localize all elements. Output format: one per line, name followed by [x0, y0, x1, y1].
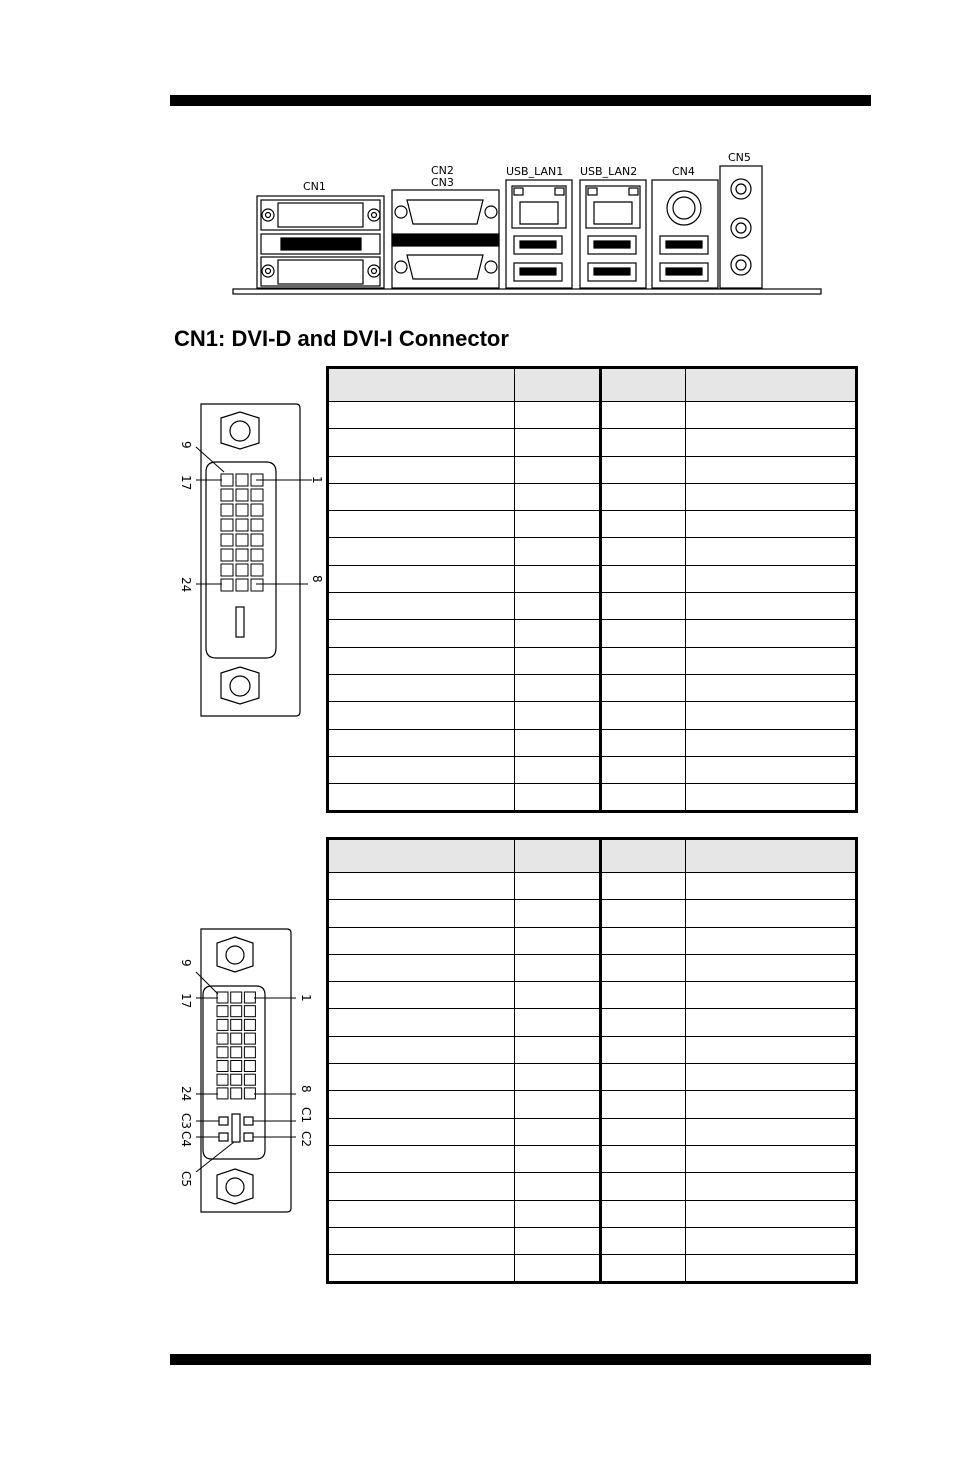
dvi-i-table-cell — [515, 982, 601, 1009]
dvi-d-table-cell — [601, 538, 686, 565]
dvi-d-table-cell — [328, 674, 515, 701]
dvi-i-pin-c4-label: C4 — [179, 1131, 193, 1148]
dvi-i-table-cell — [601, 954, 686, 981]
dvi-i-table-cell — [686, 1118, 857, 1145]
dvi-i-table-cell — [515, 900, 601, 927]
dvi-d-table-row — [328, 511, 857, 538]
dvi-d-table-cell — [686, 647, 857, 674]
dvi-i-table-cell — [515, 1091, 601, 1118]
dvi-d-table-cell — [515, 674, 601, 701]
dvi-i-table-cell — [686, 1145, 857, 1172]
dvi-i-table-cell — [328, 1200, 515, 1227]
dvi-i-table-cell — [686, 1255, 857, 1283]
dvi-i-table-row — [328, 900, 857, 927]
dvi-i-table-header-cell — [515, 839, 601, 873]
dvi-d-table-row — [328, 729, 857, 756]
pin-contact — [251, 489, 263, 501]
dvi-i-table-cell — [328, 1009, 515, 1036]
pin-contact — [217, 1088, 228, 1099]
pin-contact — [217, 1006, 228, 1017]
dvi-d-table-header-cell — [328, 368, 515, 402]
dvi-d-table-header-cell — [686, 368, 857, 402]
pin-contact — [217, 1061, 228, 1072]
dvi-i-table-cell — [686, 1227, 857, 1254]
usb-lan2-label: USB_LAN2 — [580, 165, 638, 178]
pin-contact — [236, 564, 248, 576]
dvi-i-table-row — [328, 982, 857, 1009]
pin-contact — [221, 474, 233, 486]
dvi-i-pin-table — [326, 837, 858, 1284]
dvi-d-table-cell — [515, 702, 601, 729]
pin-contact — [231, 1019, 242, 1030]
dvi-i-table-cell — [328, 927, 515, 954]
dvi-d-table-cell — [515, 729, 601, 756]
dvi-d-table-row — [328, 674, 857, 701]
dvi-i-table-cell — [515, 927, 601, 954]
dvi-i-table-cell — [686, 1009, 857, 1036]
dvi-i-table-cell — [515, 1255, 601, 1283]
cn2-label: CN2 — [431, 164, 454, 177]
dvi-i-table-row — [328, 927, 857, 954]
dvi-i-pin-9-label: 9 — [179, 959, 193, 967]
usb-lan1-label: USB_LAN1 — [506, 165, 564, 178]
dvi-i-table-cell — [515, 1036, 601, 1063]
pin-contact — [221, 534, 233, 546]
pin-contact — [231, 992, 242, 1003]
dvi-d-table-cell — [515, 402, 601, 429]
dvi-d-table-cell — [601, 511, 686, 538]
dvi-i-table-cell — [515, 1118, 601, 1145]
dvi-i-table-cell — [601, 1064, 686, 1091]
dvi-d-table-cell — [328, 593, 515, 620]
dvi-d-table-row — [328, 402, 857, 429]
dvi-d-table-cell — [686, 702, 857, 729]
pin-contact — [244, 1047, 255, 1058]
dvi-d-pin-9-label: 9 — [179, 441, 193, 449]
dvi-i-table-cell — [515, 1200, 601, 1227]
dvi-d-table-row — [328, 593, 857, 620]
pin-contact — [236, 474, 248, 486]
dvi-i-table-cell — [686, 1091, 857, 1118]
dvi-i-table-cell — [601, 1255, 686, 1283]
dvi-d-table-cell — [686, 402, 857, 429]
dvi-i-table-row — [328, 873, 857, 900]
dvi-i-table-row — [328, 954, 857, 981]
cn4-label: CN4 — [672, 165, 695, 178]
dvi-i-table-header-cell — [601, 839, 686, 873]
dvi-i-table-cell — [328, 982, 515, 1009]
dvi-i-table-cell — [686, 873, 857, 900]
cn3-label: CN3 — [431, 176, 454, 189]
dvi-i-table-cell — [328, 1036, 515, 1063]
dvi-d-table-cell — [601, 620, 686, 647]
dvi-d-pin-table — [326, 366, 858, 813]
pin-contact — [251, 519, 263, 531]
dvi-d-table-cell — [328, 702, 515, 729]
pin-contact — [236, 489, 248, 501]
dvi-d-table-row — [328, 538, 857, 565]
dvi-i-table-cell — [328, 1173, 515, 1200]
dvi-i-table-cell — [686, 954, 857, 981]
dvi-d-table-cell — [515, 483, 601, 510]
dvi-i-table-cell — [515, 1173, 601, 1200]
pin-contact — [221, 504, 233, 516]
dvi-d-table-row — [328, 702, 857, 729]
bottom-rule — [170, 1354, 871, 1365]
pin-contact — [236, 579, 248, 591]
dvi-d-table-cell — [601, 593, 686, 620]
dvi-d-pin-17-label: 17 — [179, 475, 193, 491]
dvi-i-table-row — [328, 1173, 857, 1200]
dvi-i-table-row — [328, 1036, 857, 1063]
dvi-d-table-cell — [686, 674, 857, 701]
dvi-i-pin-c1-label: C1 — [299, 1107, 313, 1124]
dvi-d-table-cell — [601, 756, 686, 783]
dvi-i-table-cell — [601, 927, 686, 954]
dvi-i-table-cell — [515, 873, 601, 900]
dvi-i-table-cell — [328, 1227, 515, 1254]
dvi-d-table-cell — [686, 565, 857, 592]
dvi-d-table-cell — [328, 429, 515, 456]
dvi-d-table-cell — [686, 593, 857, 620]
pin-contact — [244, 992, 255, 1003]
dvi-d-table-cell — [515, 593, 601, 620]
dvi-i-table-cell — [601, 1145, 686, 1172]
dvi-i-table-cell — [601, 873, 686, 900]
dvi-d-table-cell — [686, 784, 857, 812]
pin-contact — [251, 564, 263, 576]
dvi-d-table-cell — [328, 456, 515, 483]
dvi-i-table-cell — [328, 873, 515, 900]
dvi-i-connector-diagram — [201, 929, 291, 1212]
dvi-d-table-cell — [515, 565, 601, 592]
pin-contact — [251, 504, 263, 516]
pin-contact — [251, 579, 263, 591]
dvi-d-table-cell — [686, 429, 857, 456]
dvi-i-table-cell — [515, 1145, 601, 1172]
dvi-d-table-cell — [328, 756, 515, 783]
pin-contact — [217, 1019, 228, 1030]
dvi-d-table-cell — [328, 729, 515, 756]
dvi-i-table-cell — [601, 982, 686, 1009]
dvi-i-table-header-cell — [328, 839, 515, 873]
dvi-d-table-cell — [601, 483, 686, 510]
pin-contact — [236, 534, 248, 546]
pin-contact — [221, 549, 233, 561]
dvi-d-table-cell — [686, 729, 857, 756]
dvi-i-table-cell — [328, 1118, 515, 1145]
dvi-i-table-cell — [601, 1200, 686, 1227]
pin-contact — [236, 549, 248, 561]
dvi-i-table-cell — [686, 1200, 857, 1227]
pin-contact — [221, 564, 233, 576]
dvi-i-pin-c2-label: C2 — [299, 1131, 313, 1148]
dvi-i-table-cell — [686, 900, 857, 927]
dvi-i-table-row — [328, 1200, 857, 1227]
pin-contact — [244, 1006, 255, 1017]
dvi-i-table-cell — [601, 1118, 686, 1145]
pin-contact — [231, 1033, 242, 1044]
dvi-d-pin-24-label: 24 — [179, 577, 193, 593]
pin-contact — [231, 1088, 242, 1099]
dvi-d-table-row — [328, 784, 857, 812]
dvi-d-table-cell — [686, 756, 857, 783]
pin-contact — [251, 474, 263, 486]
pin-contact — [221, 579, 233, 591]
dvi-d-table-cell — [601, 402, 686, 429]
dvi-d-table-cell — [515, 456, 601, 483]
dvi-d-table-cell — [515, 429, 601, 456]
dvi-d-table-cell — [328, 402, 515, 429]
dvi-d-table-header-cell — [601, 368, 686, 402]
dvi-i-table-cell — [601, 1173, 686, 1200]
dvi-d-table-cell — [686, 538, 857, 565]
pin-contact — [236, 504, 248, 516]
dvi-i-table-cell — [686, 1064, 857, 1091]
dvi-i-table-header-cell — [686, 839, 857, 873]
dvi-d-table-row — [328, 756, 857, 783]
dvi-i-table-cell — [686, 1036, 857, 1063]
dvi-d-table-cell — [515, 538, 601, 565]
dvi-d-table-header-row — [328, 368, 857, 402]
pin-contact — [231, 1061, 242, 1072]
dvi-i-table-cell — [328, 1145, 515, 1172]
pin-contact — [231, 1006, 242, 1017]
dvi-i-table-cell — [601, 900, 686, 927]
dvi-d-pin-1-label: 1 — [310, 476, 324, 484]
dvi-d-table-row — [328, 429, 857, 456]
cn1-label: CN1 — [303, 180, 326, 193]
pin-contact — [251, 549, 263, 561]
dvi-i-table-cell — [515, 1009, 601, 1036]
pin-contact — [217, 1033, 228, 1044]
dvi-d-table-cell — [328, 620, 515, 647]
pin-contact — [244, 1033, 255, 1044]
dvi-i-pin-1-label: 1 — [299, 994, 313, 1002]
dvi-d-table-cell — [328, 483, 515, 510]
dvi-i-table-cell — [328, 1064, 515, 1091]
pin-contact — [221, 489, 233, 501]
dvi-i-table-cell — [328, 1255, 515, 1283]
dvi-i-table-cell — [515, 1064, 601, 1091]
dvi-i-table-row — [328, 1091, 857, 1118]
dvi-d-table-cell — [328, 538, 515, 565]
dvi-d-table-row — [328, 456, 857, 483]
dvi-d-table-header-cell — [515, 368, 601, 402]
dvi-d-table-cell — [601, 784, 686, 812]
dvi-i-table-cell — [515, 1227, 601, 1254]
dvi-i-table-row — [328, 1227, 857, 1254]
dvi-i-pin-c5-label: C5 — [179, 1171, 193, 1188]
dvi-d-table-row — [328, 620, 857, 647]
rear-panel-diagram — [0, 0, 954, 310]
pin-contact — [244, 1061, 255, 1072]
dvi-d-table-cell — [328, 565, 515, 592]
dvi-i-table-row — [328, 1118, 857, 1145]
dvi-d-table-cell — [515, 784, 601, 812]
dvi-i-table-cell — [601, 1009, 686, 1036]
dvi-i-table-row — [328, 1255, 857, 1283]
pin-contact — [244, 1019, 255, 1030]
dvi-i-pin-17-label: 17 — [179, 993, 193, 1009]
dvi-d-table-cell — [601, 729, 686, 756]
dvi-d-table-row — [328, 483, 857, 510]
pin-contact — [217, 992, 228, 1003]
dvi-d-table-row — [328, 565, 857, 592]
dvi-d-table-cell — [515, 756, 601, 783]
dvi-i-pin-c3-label: C3 — [179, 1113, 193, 1130]
dvi-d-table-cell — [515, 511, 601, 538]
dvi-i-table-cell — [328, 954, 515, 981]
pin-contact — [236, 519, 248, 531]
pin-contact — [244, 1074, 255, 1085]
dvi-d-table-cell — [601, 647, 686, 674]
dvi-i-table-row — [328, 1064, 857, 1091]
dvi-d-table-row — [328, 647, 857, 674]
dvi-i-table-cell — [601, 1091, 686, 1118]
dvi-i-table-cell — [328, 1091, 515, 1118]
dvi-d-pin-8-label: 8 — [310, 575, 324, 583]
dvi-d-table-cell — [328, 647, 515, 674]
dvi-i-table-cell — [686, 1173, 857, 1200]
dvi-d-table-cell — [601, 702, 686, 729]
dvi-d-table-cell — [515, 647, 601, 674]
pin-contact — [221, 519, 233, 531]
dvi-i-table-row — [328, 1145, 857, 1172]
pin-contact — [244, 1088, 255, 1099]
dvi-i-table-row — [328, 1009, 857, 1036]
dvi-i-table-cell — [515, 954, 601, 981]
dvi-i-table-cell — [601, 1036, 686, 1063]
dvi-d-table-cell — [686, 483, 857, 510]
pin-contact — [231, 1047, 242, 1058]
dvi-i-table-cell — [601, 1227, 686, 1254]
cn5-label: CN5 — [728, 151, 751, 164]
dvi-i-table-cell — [328, 900, 515, 927]
dvi-d-table-cell — [328, 511, 515, 538]
dvi-i-pin-24-label: 24 — [179, 1086, 193, 1102]
dvi-i-pin-8-label: 8 — [299, 1085, 313, 1093]
dvi-i-table-header-row — [328, 839, 857, 873]
dvi-d-table-cell — [601, 456, 686, 483]
dvi-i-table-cell — [686, 927, 857, 954]
dvi-d-table-cell — [686, 620, 857, 647]
dvi-d-table-cell — [515, 620, 601, 647]
dvi-d-table-cell — [328, 784, 515, 812]
dvi-d-table-cell — [601, 429, 686, 456]
pin-contact — [231, 1074, 242, 1085]
section-heading: CN1: DVI-D and DVI-I Connector — [174, 326, 509, 351]
dvi-d-table-cell — [601, 674, 686, 701]
dvi-i-table-cell — [686, 982, 857, 1009]
dvi-d-table-cell — [601, 565, 686, 592]
dvi-d-table-cell — [686, 511, 857, 538]
pin-contact — [217, 1074, 228, 1085]
pin-contact — [217, 1047, 228, 1058]
pin-contact — [251, 534, 263, 546]
dvi-d-table-cell — [686, 456, 857, 483]
